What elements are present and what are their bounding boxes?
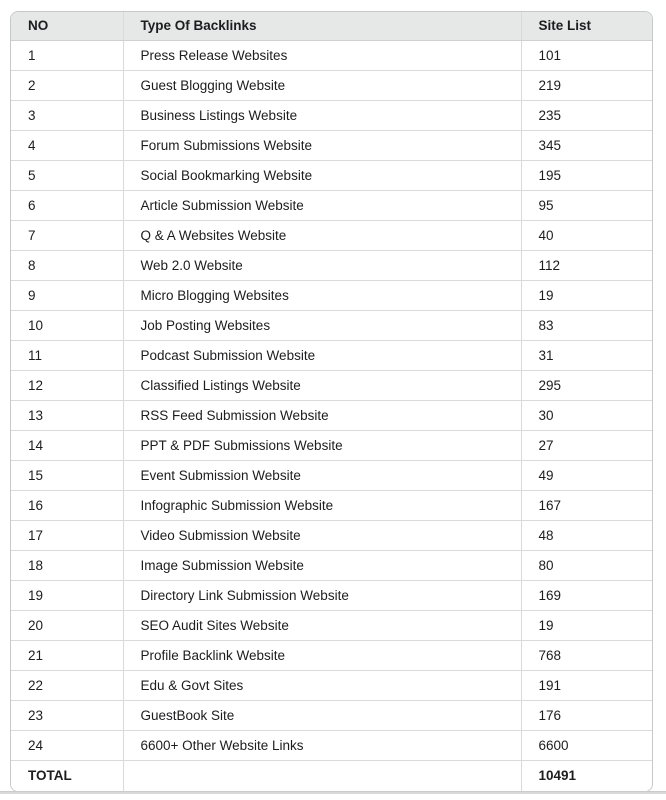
backlink-type-cell: Edu & Govt Sites <box>123 670 521 700</box>
table-row <box>11 550 653 580</box>
row-number-cell: 21 <box>11 640 123 670</box>
column-header-no: NO <box>11 12 123 40</box>
site-count-cell: 345 <box>521 130 653 160</box>
table-row <box>11 580 653 610</box>
row-number-cell: 18 <box>11 550 123 580</box>
row-number-cell: 16 <box>11 490 123 520</box>
backlink-type-cell: 6600+ Other Website Links <box>123 730 521 760</box>
site-count-cell: 95 <box>521 190 653 220</box>
backlinks-table-grid <box>11 12 653 791</box>
table-row <box>11 670 653 700</box>
table-row <box>11 130 653 160</box>
column-header-site-list: Site List <box>521 12 653 40</box>
site-count-cell: 6600 <box>521 730 653 760</box>
backlink-type-cell: Classified Listings Website <box>123 370 521 400</box>
backlinks-table <box>10 11 653 792</box>
total-count: 10491 <box>521 760 653 791</box>
backlink-type-cell: Profile Backlink Website <box>123 640 521 670</box>
backlink-type-cell: Social Bookmarking Website <box>123 160 521 190</box>
site-count-cell: 40 <box>521 220 653 250</box>
backlink-type-cell: Infographic Submission Website <box>123 490 521 520</box>
site-count-cell: 219 <box>521 70 653 100</box>
backlink-type-cell: Forum Submissions Website <box>123 130 521 160</box>
table-row <box>11 310 653 340</box>
site-count-cell: 167 <box>521 490 653 520</box>
backlink-type-cell: Press Release Websites <box>123 40 521 70</box>
table-row <box>11 160 653 190</box>
table-row <box>11 610 653 640</box>
table-row <box>11 220 653 250</box>
table-row <box>11 190 653 220</box>
row-number-cell: 6 <box>11 190 123 220</box>
site-count-cell: 27 <box>521 430 653 460</box>
total-row <box>11 760 653 791</box>
table-row <box>11 400 653 430</box>
backlink-type-cell: Event Submission Website <box>123 460 521 490</box>
table-row <box>11 430 653 460</box>
backlink-type-cell: RSS Feed Submission Website <box>123 400 521 430</box>
table-row <box>11 700 653 730</box>
row-number-cell: 14 <box>11 430 123 460</box>
row-number-cell: 17 <box>11 520 123 550</box>
backlink-type-cell: Micro Blogging Websites <box>123 280 521 310</box>
site-count-cell: 176 <box>521 700 653 730</box>
site-count-cell: 80 <box>521 550 653 580</box>
row-number-cell: 2 <box>11 70 123 100</box>
row-number-cell: 1 <box>11 40 123 70</box>
row-number-cell: 20 <box>11 610 123 640</box>
table-row <box>11 730 653 760</box>
row-number-cell: 10 <box>11 310 123 340</box>
bottom-divider <box>0 791 666 794</box>
site-count-cell: 83 <box>521 310 653 340</box>
site-count-cell: 30 <box>521 400 653 430</box>
table-row <box>11 250 653 280</box>
row-number-cell: 23 <box>11 700 123 730</box>
row-number-cell: 9 <box>11 280 123 310</box>
total-empty-cell <box>123 760 521 791</box>
site-count-cell: 235 <box>521 100 653 130</box>
row-number-cell: 15 <box>11 460 123 490</box>
site-count-cell: 295 <box>521 370 653 400</box>
site-count-cell: 112 <box>521 250 653 280</box>
backlink-type-cell: Image Submission Website <box>123 550 521 580</box>
row-number-cell: 3 <box>11 100 123 130</box>
table-row <box>11 40 653 70</box>
table-row <box>11 280 653 310</box>
row-number-cell: 7 <box>11 220 123 250</box>
row-number-cell: 13 <box>11 400 123 430</box>
table-row <box>11 640 653 670</box>
table-row <box>11 370 653 400</box>
table-row <box>11 70 653 100</box>
site-count-cell: 31 <box>521 340 653 370</box>
table-row <box>11 340 653 370</box>
row-number-cell: 5 <box>11 160 123 190</box>
backlink-type-cell: Web 2.0 Website <box>123 250 521 280</box>
backlink-type-cell: SEO Audit Sites Website <box>123 610 521 640</box>
site-count-cell: 169 <box>521 580 653 610</box>
backlink-type-cell: PPT & PDF Submissions Website <box>123 430 521 460</box>
backlink-type-cell: Video Submission Website <box>123 520 521 550</box>
backlink-type-cell: Article Submission Website <box>123 190 521 220</box>
table-body <box>11 40 653 760</box>
row-number-cell: 22 <box>11 670 123 700</box>
backlink-type-cell: Podcast Submission Website <box>123 340 521 370</box>
site-count-cell: 19 <box>521 610 653 640</box>
site-count-cell: 49 <box>521 460 653 490</box>
site-count-cell: 768 <box>521 640 653 670</box>
row-number-cell: 12 <box>11 370 123 400</box>
header-row <box>11 12 653 40</box>
site-count-cell: 195 <box>521 160 653 190</box>
row-number-cell: 8 <box>11 250 123 280</box>
backlink-type-cell: Guest Blogging Website <box>123 70 521 100</box>
site-count-cell: 191 <box>521 670 653 700</box>
total-label: TOTAL <box>11 760 123 791</box>
site-count-cell: 101 <box>521 40 653 70</box>
table-row <box>11 490 653 520</box>
site-count-cell: 48 <box>521 520 653 550</box>
site-count-cell: 19 <box>521 280 653 310</box>
row-number-cell: 19 <box>11 580 123 610</box>
backlink-type-cell: GuestBook Site <box>123 700 521 730</box>
table-row <box>11 460 653 490</box>
column-header-type-of-backlinks: Type Of Backlinks <box>123 12 521 40</box>
backlink-type-cell: Business Listings Website <box>123 100 521 130</box>
backlink-type-cell: Job Posting Websites <box>123 310 521 340</box>
row-number-cell: 4 <box>11 130 123 160</box>
backlink-type-cell: Q & A Websites Website <box>123 220 521 250</box>
row-number-cell: 11 <box>11 340 123 370</box>
row-number-cell: 24 <box>11 730 123 760</box>
table-row <box>11 100 653 130</box>
backlink-type-cell: Directory Link Submission Website <box>123 580 521 610</box>
table-row <box>11 520 653 550</box>
